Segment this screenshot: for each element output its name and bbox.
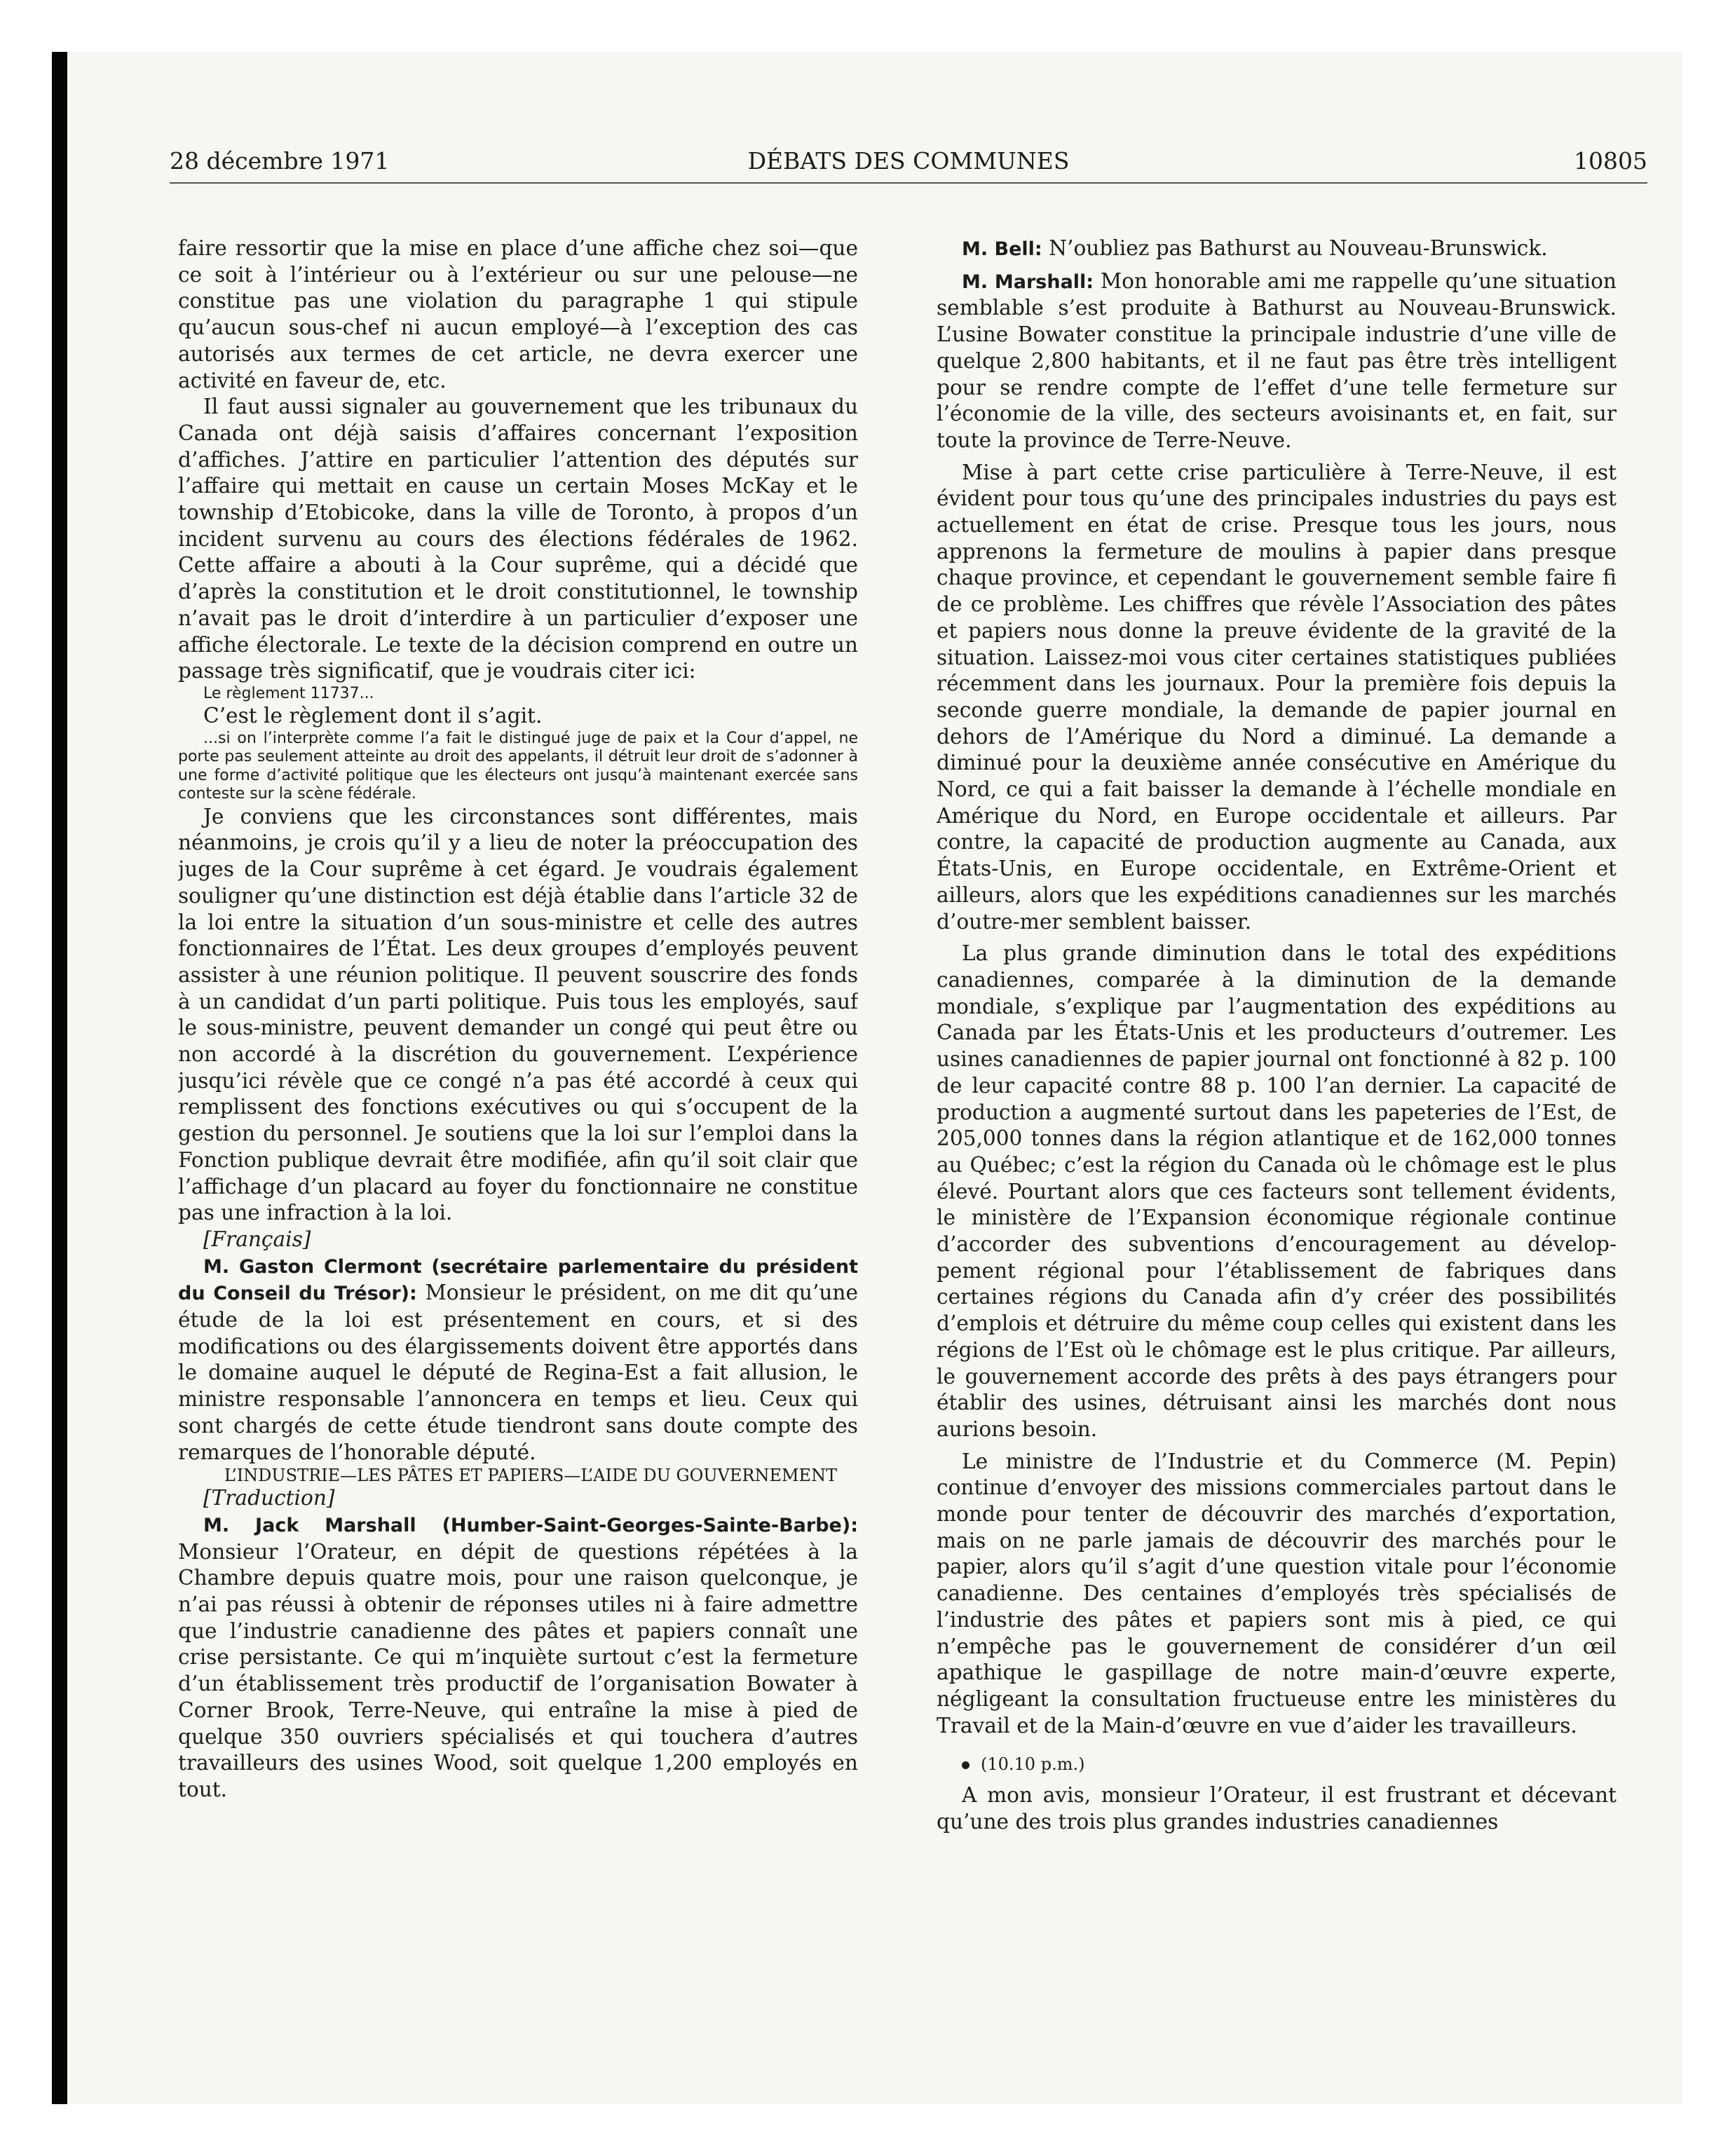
- speech-text: Mon honorable ami me rappelle qu’une situation semblable s’est produite à Bathurst au Nouveau-Brunswick. L’usine Bowater constitue la principale industrie d’une ville de quelque 2,800 habitants, et il ne faut pas être très intelligent pour se rendre compte de l’effet d’une telle fermeture sur l’économie de la ville, des secteurs avoisinants et, en fait, sur toute la province de Terre-Neuve.: [937, 268, 1617, 452]
- speaker-name: M. Bell:: [962, 238, 1042, 260]
- paragraph: Je conviens que les circonstances sont différentes, mais néanmoins, je crois qu’il y a lieu de noter la préoccupation des juges de la Cour suprême à cet égard. Je voudrais également souligner qu’une distinction est déjà établie dans l’article 32 de la loi entre la situation d’un sous-ministre et celle des autres fonctionnaires de l’État. Les deux groupes d’employés peuvent assister à une réunion politique. Il peuvent souscrire des fonds à un candidat d’un parti politique. Puis tous les employés, sauf le sous-ministre, peuvent demander un congé qui peut être ou non accordé à la discrétion du gouvernement. L’expérience jusqu’ici révèle que ce congé n’a pas été accordé à ceux qui remplissent des fonctions exécutives ou qui s’occupent de la gestion du personnel. Je soutiens que la loi sur l’emploi dans la Fonction publique devrait être modifiée, afin qu’il soit clair que l’affichage d’un placard au foyer du fonctionnaire ne constitue pas une infraction à la loi.: [178, 804, 858, 1225]
- speech-text: Monsieur le président, on me dit qu’une étude de la loi est présentement en cours, et si des modifications ou des élargissements doivent être apportés dans le domaine auquel le député de Regina-Est a fait allusion, le ministre responsable l’annoncera en temps et lieu. Ceux qui sont chargés de cette étude tiendront sans doute compte des remarques de l’honorable député.: [178, 1281, 858, 1464]
- paragraph: faire ressortir que la mise en place d’une affiche chez soi—que ce soit à l’intérieur ou à l’extérieur ou sur une pelouse—ne constitue pas une violation du paragraphe 1 qui stipule qu’aucun sous-chef ni aucun employé—à l’exception des cas autorisés aux termes de cet article, ne devra exercer une activité en faveur de, etc.: [178, 236, 858, 393]
- speech-paragraph: [937, 236, 1617, 263]
- speaker-name: M. Marshall:: [962, 271, 1094, 293]
- speech-text: Monsieur l’Orateur, en dépit de questions répétées à la Chambre depuis quatre mois, pour une raison quelconque, je n’ai pas réussi à obtenir de réponses utiles ni à faire admettre que l’industrie canadienne des pâtes et papiers connaît une crise persistante. Ce qui m’inquiète surtout c’est la fermeture d’un établissement très productif de l’organisation Bowater à Corner Brook, Terre-Neuve, qui entraîne la mise à pied de quelque 350 ouvriers spécialisés et qui touchera d’autres travailleurs des usines Wood, soit quelque 1,200 employés en tout.: [178, 1539, 858, 1801]
- section-heading: L’INDUSTRIE—LES PÂTES ET PAPIERS—L’AIDE DU GOUVERNEMENT: [224, 1466, 838, 1486]
- paragraph: Le ministre de l’Industrie et du Commerce (M. Pepin) continue d’envoyer des missions commerciales partout dans le monde pour tenter de découvrir des marchés d’exportation, mais on ne parle jamais de découvrir des marchés pour le papier, alors qu’il s’agit d’une question vitale pour l’économie canadienne. Des centaines d’employés très spécialisés de l’industrie des pâtes et papiers sont mis à pied, ce qui n’empêche pas le gouvernement de considérer d’un œil apathique le gaspillage de notre main-d’œuvre experte, négligeant la consultation fructueuse entre les ministères du Travail et de la Main-d’œuvre en vue d’aider les travailleurs.: [937, 1449, 1617, 1738]
- left-column: [178, 236, 858, 2072]
- paragraph: Mise à part cette crise particulière à Terre-Neuve, il est évident pour tous qu’une des principales industries du pays est actuellement en état de crise. Presque tous les jours, nous apprenons la fermeture de moulins à papier dans presque chaque province, et cependant le gouvernement semble faire fi de ce problème. Les chiffres que révèle l’Association des pâtes et papiers nous donne la preuve évidente de la gravité de la situation. Laissez-moi vous citer certaines statistiques publiées récemment dans les journaux. Pour la première fois depuis la seconde guerre mondiale, la demande de papier journal en dehors de l’Amérique du Nord a diminué. La demande a diminué pour la deuxième année consécutive en Amérique du Nord, ce qui a fait baisser la demande à l’échelle mondiale en Amérique du Nord, en Europe occidentale et ailleurs. Par contre, la capacité de production augmente au Canada, aux États-Unis, en Europe occidentale, en Extrême-Orient et ailleurs, alors que les expéditions canadiennes sur les marchés d’outre-mer semblent baisser.: [937, 460, 1617, 934]
- speaker-name: M. Gaston Clermont (secrétaire parlementaire du président du Conseil du Trésor):: [178, 1255, 858, 1305]
- paragraph: La plus grande diminution dans le total des expéditions canadiennes, comparée à la diminution de la demande mondiale, s’explique par l’augmentation des expéditions au Canada par les États-Unis et les producteurs d’outremer. Les usines canadiennes de papier journal ont fonctionné à 82 p. 100 de leur capacité contre 88 p. 100 l’an dernier. La capacité de production a augmenté surtout dans les papeteries de l’Est, de 205,000 tonnes dans la région atlantique et de 162,000 tonnes au Québec; c’est la région du Canada où le chômage est le plus élevé. Pourtant alors que ces facteurs sont tellement évidents, le ministère de l’Expansion économique régionale continue d’accorder des subventions d’encouragement au développement régional pour l’établissement de fabriques dans certaines régions du Canada afin d’y créer des possibilités d’emplois et détruire du même coup celles qui existent dans les régions de l’Est où le chômage est le plus critique. Par ailleurs, le gouvernement accorde des prêts à des pays étrangers pour établir des usines, détruisant ainsi les marchés dont nous aurions besoin.: [937, 941, 1617, 1441]
- quotation: ...si on l’interprète comme l’a fait le distingué juge de paix et la Cour d’appel, ne porte pas seulement atteinte au droit des appelants, il détruit leur droit de s’adonner à une forme d’activité politique que les électeurs ont jusqu’à maintenant exercée sans conteste sur la scène fédérale.: [178, 730, 858, 803]
- speech-paragraph: [178, 1512, 858, 1803]
- speech-paragraph: [937, 268, 1617, 454]
- speech-text: N’oubliez pas Bathurst au Nouveau-Brunswick.: [1049, 236, 1548, 260]
- bullet-icon: [962, 1761, 969, 1769]
- binding-edge: [52, 52, 67, 2104]
- time-marker: [937, 1752, 1617, 1778]
- header-page-number: 10805: [1574, 147, 1647, 175]
- quotation: Le règlement 11737...: [203, 684, 374, 702]
- paragraph: Il faut aussi signaler au gouvernement que les tribunaux du Canada ont déjà saisis d’affaires concernant l’exposition d’affiches. J’attire en particulier l’attention des députés sur l’affaire qui mettait en cause un certain Moses McKay et le township d’Etobicoke, dans la ville de Toronto, à propos d’un incident survenu au cours des élections fédérales de 1962. Cette affaire a abouti à la Cour suprême, qui a décidé que d’après la constitution et le droit constitutionnel, le township n’avait pas le droit d’interdire à un particulier d’exposer une affiche électorale. Le texte de la décision comprend en outre un passage très significatif, que je voudrais citer ici:: [178, 395, 858, 683]
- scanned-page: [52, 52, 1682, 2104]
- speech-paragraph: [178, 1253, 858, 1466]
- time-text: (10.10 p.m.): [981, 1754, 1085, 1775]
- paragraph: A mon avis, monsieur l’Orateur, il est frustrant et décevant qu’une des trois plus grandes industries canadiennes: [937, 1783, 1617, 1834]
- language-marker: [Français]: [203, 1227, 311, 1251]
- speaker-name: M. Jack Marshall (Humber-Saint-Georges-Sainte-Barbe):: [203, 1514, 858, 1536]
- header-date: 28 décembre 1971: [170, 147, 390, 175]
- language-marker: [Traduction]: [203, 1486, 335, 1510]
- header-title: DÉBATS DES COMMUNES: [747, 147, 1070, 175]
- page-header: [170, 147, 1647, 184]
- right-column: [937, 236, 1617, 2072]
- paragraph: C’est le règlement dont il s’agit.: [203, 704, 543, 728]
